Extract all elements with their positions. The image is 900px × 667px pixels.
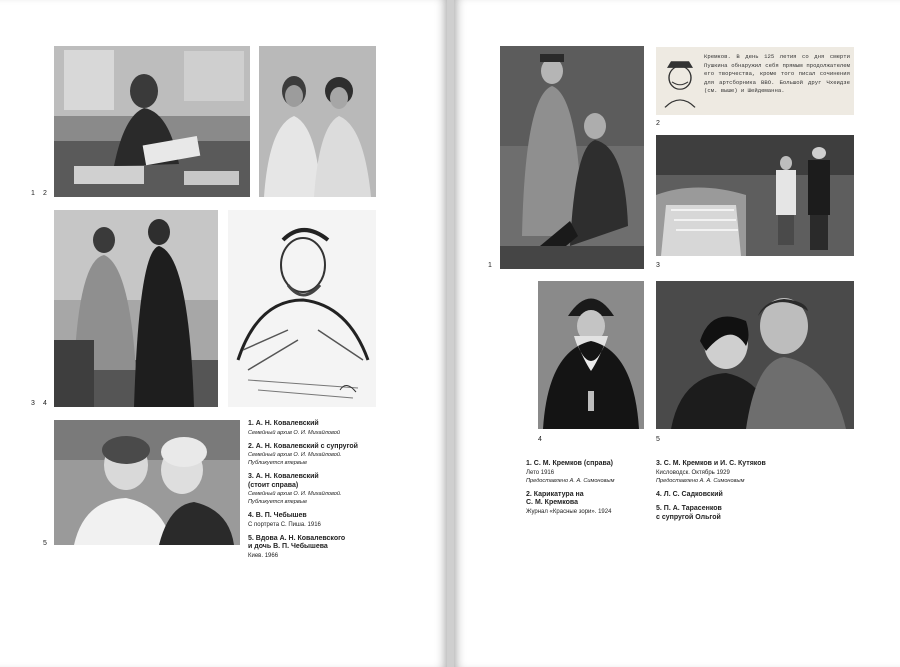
caption bbox=[248, 473, 408, 506]
caption bbox=[248, 443, 408, 468]
caption-title: 4. В. П. Чебышев bbox=[248, 512, 307, 519]
caption-title: 1. А. Н. Ковалевский bbox=[248, 420, 319, 427]
clipping-text: Кремков. В день 125 летия со дня смерти Пушкина обнаружил себя прямым продолжателем его творчества, кроме того писал сочинения для артсборника ВВО. Большой друг Чхеидзе (см. выше) и Шейдеманна. bbox=[704, 53, 850, 95]
photo-number: 3 bbox=[31, 400, 35, 407]
photo-number: 5 bbox=[656, 436, 660, 443]
caption-title: 2. А. Н. Ковалевский с супругой bbox=[248, 442, 358, 450]
caption-source: Киев. 1966 bbox=[248, 552, 279, 559]
caption-title: 3. А. Н. Ковалевский (стоит справа) bbox=[248, 473, 319, 489]
caption-source: Предоставлено А. А. Симоновым bbox=[526, 477, 615, 484]
photo-number: 1 bbox=[488, 262, 492, 269]
caption bbox=[656, 505, 806, 522]
photo-widow-and-daughter bbox=[54, 420, 240, 545]
photo-number: 4 bbox=[538, 436, 542, 443]
caption-note: Публикуется впервые bbox=[248, 499, 308, 505]
caption-date: Кисловодск. Октябрь 1929 bbox=[656, 469, 730, 476]
caption-source: Семейный архив О. И. Михайловой bbox=[248, 429, 341, 436]
caption bbox=[248, 535, 408, 560]
caption-source: Журнал «Красные зори». 1924 bbox=[526, 508, 612, 515]
caption-note: Публикуется впервые bbox=[248, 460, 308, 466]
photo-number: 4 bbox=[43, 400, 47, 407]
right-page bbox=[454, 0, 900, 667]
caption bbox=[248, 420, 408, 437]
photo-chebyshev-sketch bbox=[228, 210, 376, 407]
caption-title: 4. Л. С. Садковский bbox=[656, 490, 723, 498]
photo-number: 2 bbox=[43, 190, 47, 197]
caption bbox=[526, 460, 651, 485]
caption bbox=[526, 491, 651, 516]
caption-title: 2. Карикатура на С. М. Кремкова bbox=[526, 490, 584, 506]
photo-kovalevsky-desk bbox=[54, 46, 250, 197]
photo-number: 3 bbox=[656, 262, 660, 269]
photo-kislovodsk-waterfall bbox=[656, 135, 854, 256]
caption bbox=[248, 512, 408, 529]
photo-kovalevsky-wife bbox=[259, 46, 376, 197]
caption-title: 5. П. А. Тарасенков с супругой Ольгой bbox=[656, 505, 722, 521]
right-captions-col1 bbox=[526, 460, 651, 522]
caption-title: 5. Вдова А. Н. Ковалевского и дочь В. П. Чебышева bbox=[248, 534, 346, 550]
photo-kremkov-1916 bbox=[500, 46, 644, 269]
photo-sadkovsky bbox=[538, 281, 644, 429]
caption-source: Семейный архив О. И. Михайловой. bbox=[248, 491, 342, 497]
caption bbox=[656, 491, 806, 500]
caption-date: Лето 1916 bbox=[526, 469, 555, 476]
photo-caricature-clipping bbox=[656, 47, 854, 115]
photo-number: 2 bbox=[656, 120, 660, 127]
book-gutter bbox=[447, 0, 454, 667]
left-page bbox=[0, 0, 447, 667]
left-captions bbox=[248, 420, 408, 566]
right-captions-col2 bbox=[656, 460, 806, 528]
photo-two-officers bbox=[54, 210, 218, 407]
caption-title: 3. С. М. Кремков и И. С. Кутяков bbox=[656, 460, 766, 467]
caption-source: Предоставлено А. А. Симоновым bbox=[656, 477, 745, 484]
caption-source: Семейный архив О. И. Михайловой. bbox=[248, 452, 342, 458]
photo-number: 1 bbox=[31, 190, 35, 197]
caption-source: С портрета С. Пиша. 1916 bbox=[248, 521, 321, 528]
photo-tarasenkov-couple bbox=[656, 281, 854, 429]
caption bbox=[656, 460, 806, 485]
caption-title: 1. С. М. Кремков (справа) bbox=[526, 460, 613, 467]
photo-number: 5 bbox=[43, 540, 47, 547]
